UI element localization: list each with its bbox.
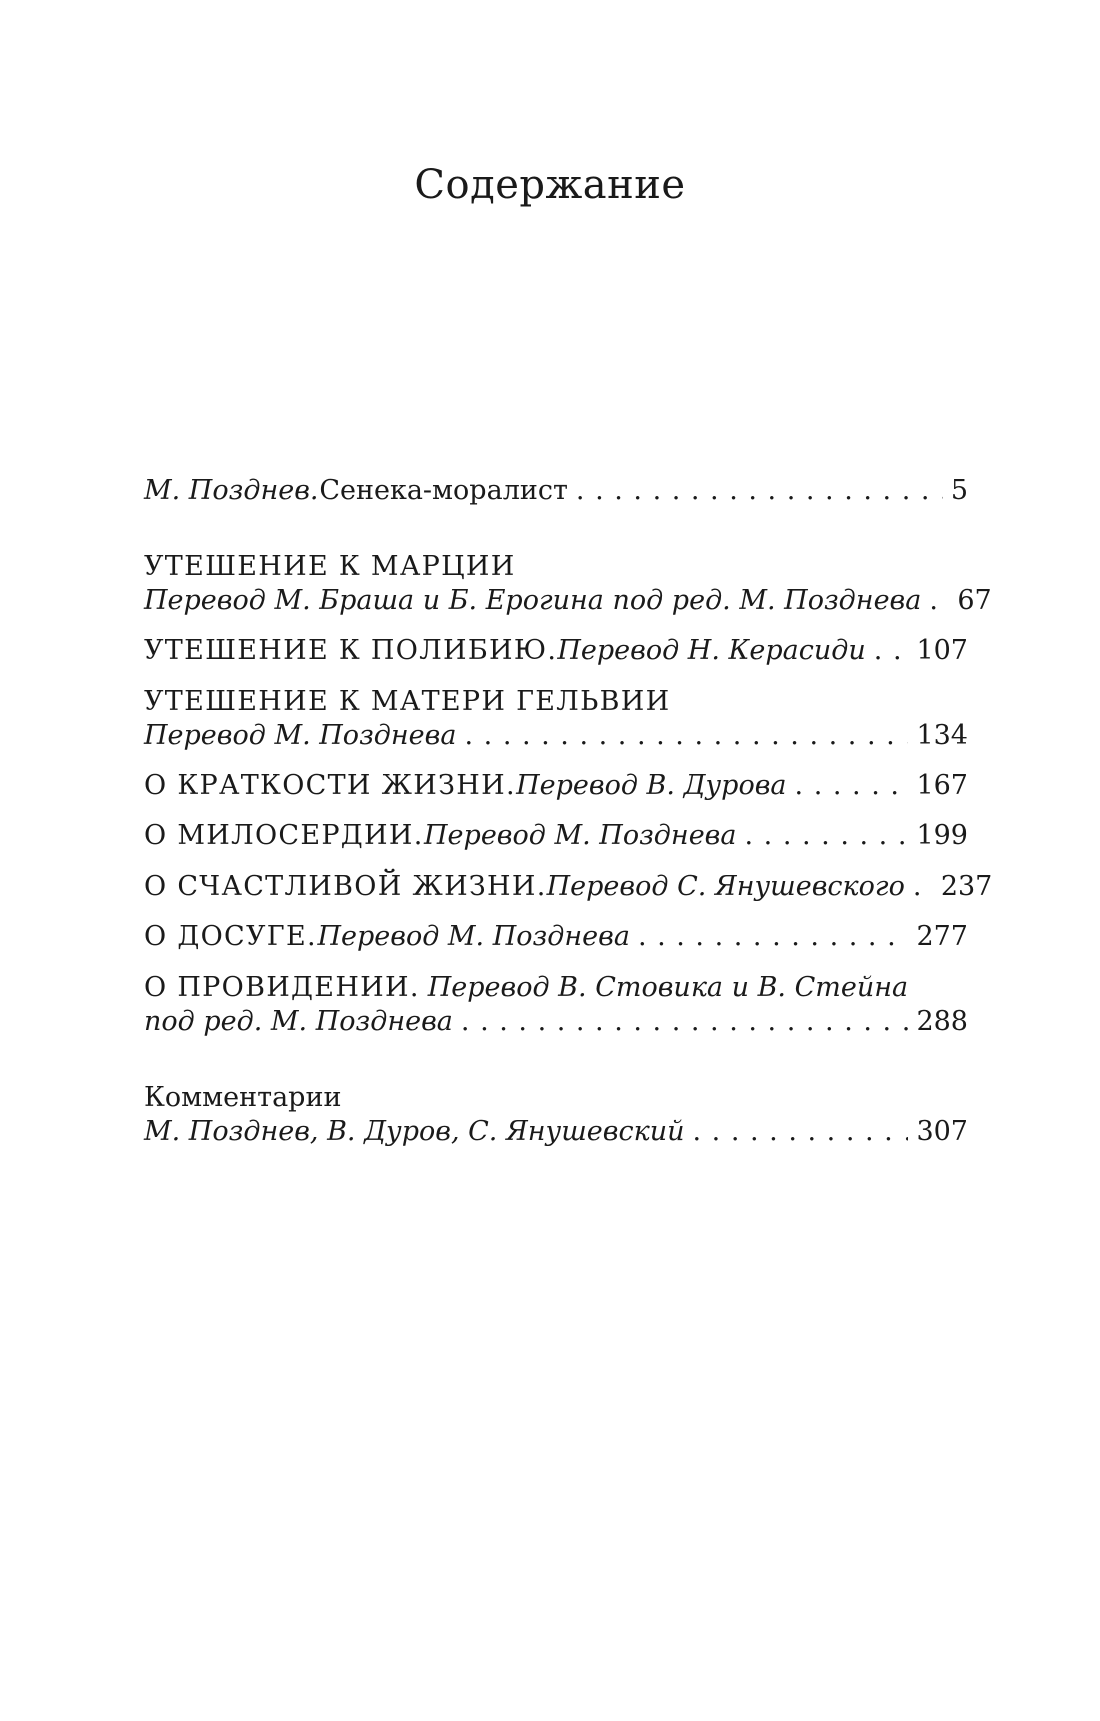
toc-entry-title: О СЧАСТЛИВОЙ ЖИЗНИ. <box>144 871 547 902</box>
toc-entry-translator: Перевод М. Позднева <box>424 820 737 851</box>
toc-entry-title: О ПРОВИДЕНИИ. <box>144 972 420 1003</box>
dot-leader <box>745 818 909 854</box>
toc-entry-page: 277 <box>916 921 968 952</box>
toc-entry-brevity-of-life <box>144 768 968 804</box>
toc-entry-heading <box>144 1080 968 1116</box>
toc-entry-commentary <box>144 1114 968 1150</box>
toc-entry-title: УТЕШЕНИЕ К МАТЕРИ ГЕЛЬВИИ <box>144 686 671 717</box>
toc-entry-page: 167 <box>916 770 968 801</box>
toc-entry-mercy <box>144 818 968 854</box>
toc-entry-page: 288 <box>916 1006 968 1037</box>
toc-entry-title: Комментарии <box>144 1082 342 1113</box>
toc-entry-page: 307 <box>916 1116 968 1147</box>
toc-entry-translator: Перевод М. Позднева <box>317 921 630 952</box>
dot-leader <box>638 919 909 955</box>
toc-entry-title: УТЕШЕНИЕ К МАРЦИИ <box>144 551 516 582</box>
toc-entry-translator: М. Позднев, В. Дуров, С. Янушевский <box>144 1116 685 1147</box>
toc-entry-polybius <box>144 633 968 669</box>
toc-entry-page: 199 <box>916 820 968 851</box>
dot-leader <box>874 633 909 669</box>
toc-entry-title: УТЕШЕНИЕ К ПОЛИБИЮ. <box>144 635 558 666</box>
dot-leader <box>461 1004 909 1040</box>
toc-entry-title: О ДОСУГЕ. <box>144 921 317 952</box>
toc-entry-happy-life <box>144 869 993 905</box>
toc-entry-heading <box>144 549 968 585</box>
toc-entry-seneca-moralist <box>144 473 968 509</box>
toc-entry-page: 237 <box>940 871 993 902</box>
toc-entry-heading <box>144 684 968 720</box>
toc-entry-translator: Перевод В. Дурова <box>516 770 787 801</box>
toc-entry-translator: Перевод В. Стовика и В. Стейна <box>427 972 909 1003</box>
toc-entry-heading <box>144 970 968 1006</box>
toc-entry-helvia <box>144 718 968 754</box>
dot-leader <box>913 869 933 905</box>
toc-entry-page: 67 <box>957 585 992 616</box>
toc-entry-title: О МИЛОСЕРДИИ. <box>144 820 424 851</box>
toc-entry-leisure <box>144 919 968 955</box>
toc-entry-title: Сенека-моралист <box>319 475 568 506</box>
toc-entry-translator: Перевод Н. Керасиди <box>557 635 866 666</box>
toc-entry-author: М. Позднев. <box>144 475 319 506</box>
dot-leader <box>464 718 908 754</box>
dot-leader <box>576 473 943 509</box>
toc-entry-translator: Перевод М. Позднева <box>144 720 457 751</box>
dot-leader <box>693 1114 909 1150</box>
toc-entry-translator: Перевод С. Янушевского <box>546 871 905 902</box>
toc-entry-providence <box>144 1004 968 1040</box>
toc-entry-page: 134 <box>916 720 968 751</box>
toc-entry-translator: Перевод М. Браша и Б. Ерогина под ред. М. Позднева <box>144 585 922 616</box>
page-title: Содержание <box>414 162 686 208</box>
dot-leader <box>929 583 949 619</box>
toc-entry-title: О КРАТКОСТИ ЖИЗНИ. <box>144 770 516 801</box>
toc-entry-page: 5 <box>950 475 968 506</box>
dot-leader <box>795 768 909 804</box>
toc-entry-page: 107 <box>916 635 968 666</box>
toc-entry-marcia <box>144 583 992 619</box>
toc-entry-translator-cont: под ред. М. Позднева <box>144 1006 453 1037</box>
